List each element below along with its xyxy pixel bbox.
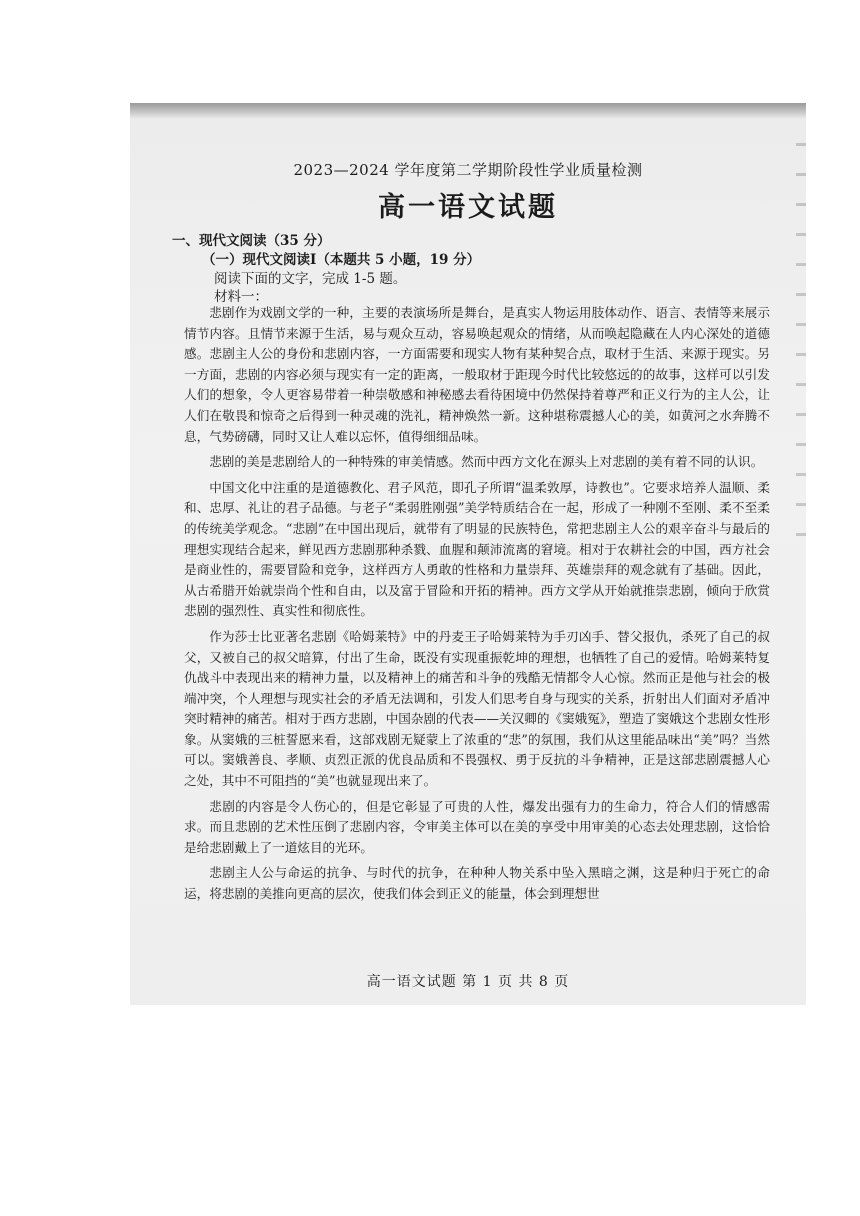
passage-paragraph: 悲剧作为戏剧文学的一种，主要的表演场所是舞台，是真实人物运用肢体动作、语言、表情等来展示情节内容。且情节来源于生活，易与观众互动，容易唤起观众的情绪，从而唤起隐藏在人内心深处的道德感。悲剧主人公的身份和悲剧内容，一方面需要和现实人物有某种契合点，取材于生活、来源于现实。另一方面，悲剧的内容必须与现实有一定的距离，一般取材于距现今时代比较悠远的的故事，这样可以引发人们的想象，令人更容易带着一种崇敬感和神秘感去看待困境中仍然保持着尊严和正义行为的主人公，让人们在敬畏和惊奇之后得到一种灵魂的洗礼，精神焕然一新。这种堪称震撼人心的美，如黄河之水奔腾不息，气势磅礴，同时又让人难以忘怀，值得细细品味。 [184,305,770,444]
subsection-heading: （一）现代文阅读Ⅰ（本题共 5 小题，19 分） [202,252,481,268]
reading-instruction: 阅读下面的文字，完成 1-5 题。 [214,271,407,287]
page-footer: 高一语文试题 第 1 页 共 8 页 [366,974,570,990]
exam-title: 高一语文试题 [378,192,558,223]
exam-sheet [130,103,806,1005]
scanned-exam-photo [130,103,806,1005]
passage-paragraph: 悲剧的内容是令人伤心的，但是它彰显了可贵的人性，爆发出强有力的生命力，符合人们的情感需求。而且悲剧的艺术性压倒了悲剧内容，令审美主体可以在美的享受中用审美的心态去处理悲剧，这恰恰是给悲剧戴上了一道炫目的光环。 [184,798,770,855]
passage-paragraph: 中国文化中注重的是道德教化、君子风范，即孔子所谓“温柔敦厚，诗教也”。它要求培养人温顺、柔和、忠厚、礼让的君子品德。与老子“柔弱胜刚强”美学特质结合在一起，形成了一种刚不至刚、柔不至柔的传统美学观念。“悲剧”在中国出现后，就带有了明显的民族特色，常把悲剧主人公的艰辛奋斗与最后的理想实现结合起来，鲜见西方悲剧那种杀戮、血腥和颠沛流离的窘境。相对于农耕社会的中国，西方社会是商业性的，需要冒险和竞争，这样西方人勇敢的性格和力量崇拜、英雄崇拜的观念就有了基础。因此，从古希腊开始就崇尚个性和自由，以及富于冒险和开拓的精神。西方文学从开始就推崇悲剧，倾向于欣赏悲剧的强烈性、真实性和彻底性。 [184,479,770,619]
exam-header: 2023—2024 学年度第二学期阶段性学业质量检测 [293,161,643,179]
material-label: 材料一： [214,289,268,305]
section-heading: 一、现代文阅读（35 分） [172,233,331,249]
passage-paragraph: 作为莎士比亚著名悲剧《哈姆莱特》中的丹麦王子哈姆莱特为手刃凶手、替父报仇，杀死了自己的叔父，又被自己的叔父暗算，付出了生命，既没有实现重振乾坤的理想，也牺牲了自己的爱情。哈姆莱特复仇战斗中表现出来的精神力量，以及精神上的痛苦和斗争的残酷无情都令人心惊。然而正是他与社会的极端冲突，个人理想与现实社会的矛盾无法调和，引发人们思考自身与现实的关系，折射出人们面对矛盾冲突时精神的痛苦。相对于西方悲剧，中国杂剧的代表——关汉卿的《窦娥冤》，塑造了窦娥这个悲剧女性形象。从窦娥的三桩誓愿来看，这部戏剧无疑蒙上了浓重的“悲”的氛围，我们从这里能品味出“美”吗？当然可以。窦娥善良、孝顺、贞烈正派的优良品质和不畏强权、勇于反抗的斗争精神，正是这部悲剧震撼人心之处，其中不可阻挡的“美”也就显现出来了。 [184,628,770,789]
passage-paragraph: 悲剧的美是悲剧给人的一种特殊的审美情感。然而中西方文化在源头上对悲剧的美有着不同的认识。 [209,454,764,470]
passage-body [184,303,770,910]
passage-paragraph: 悲剧主人公与命运的抗争、与时代的抗争，在种种人物关系中坠入黑暗之渊，这是种归于死亡的命运，将悲剧的美推向更高的层次，使我们体会到正义的能量，体会到理想世 [184,865,770,902]
